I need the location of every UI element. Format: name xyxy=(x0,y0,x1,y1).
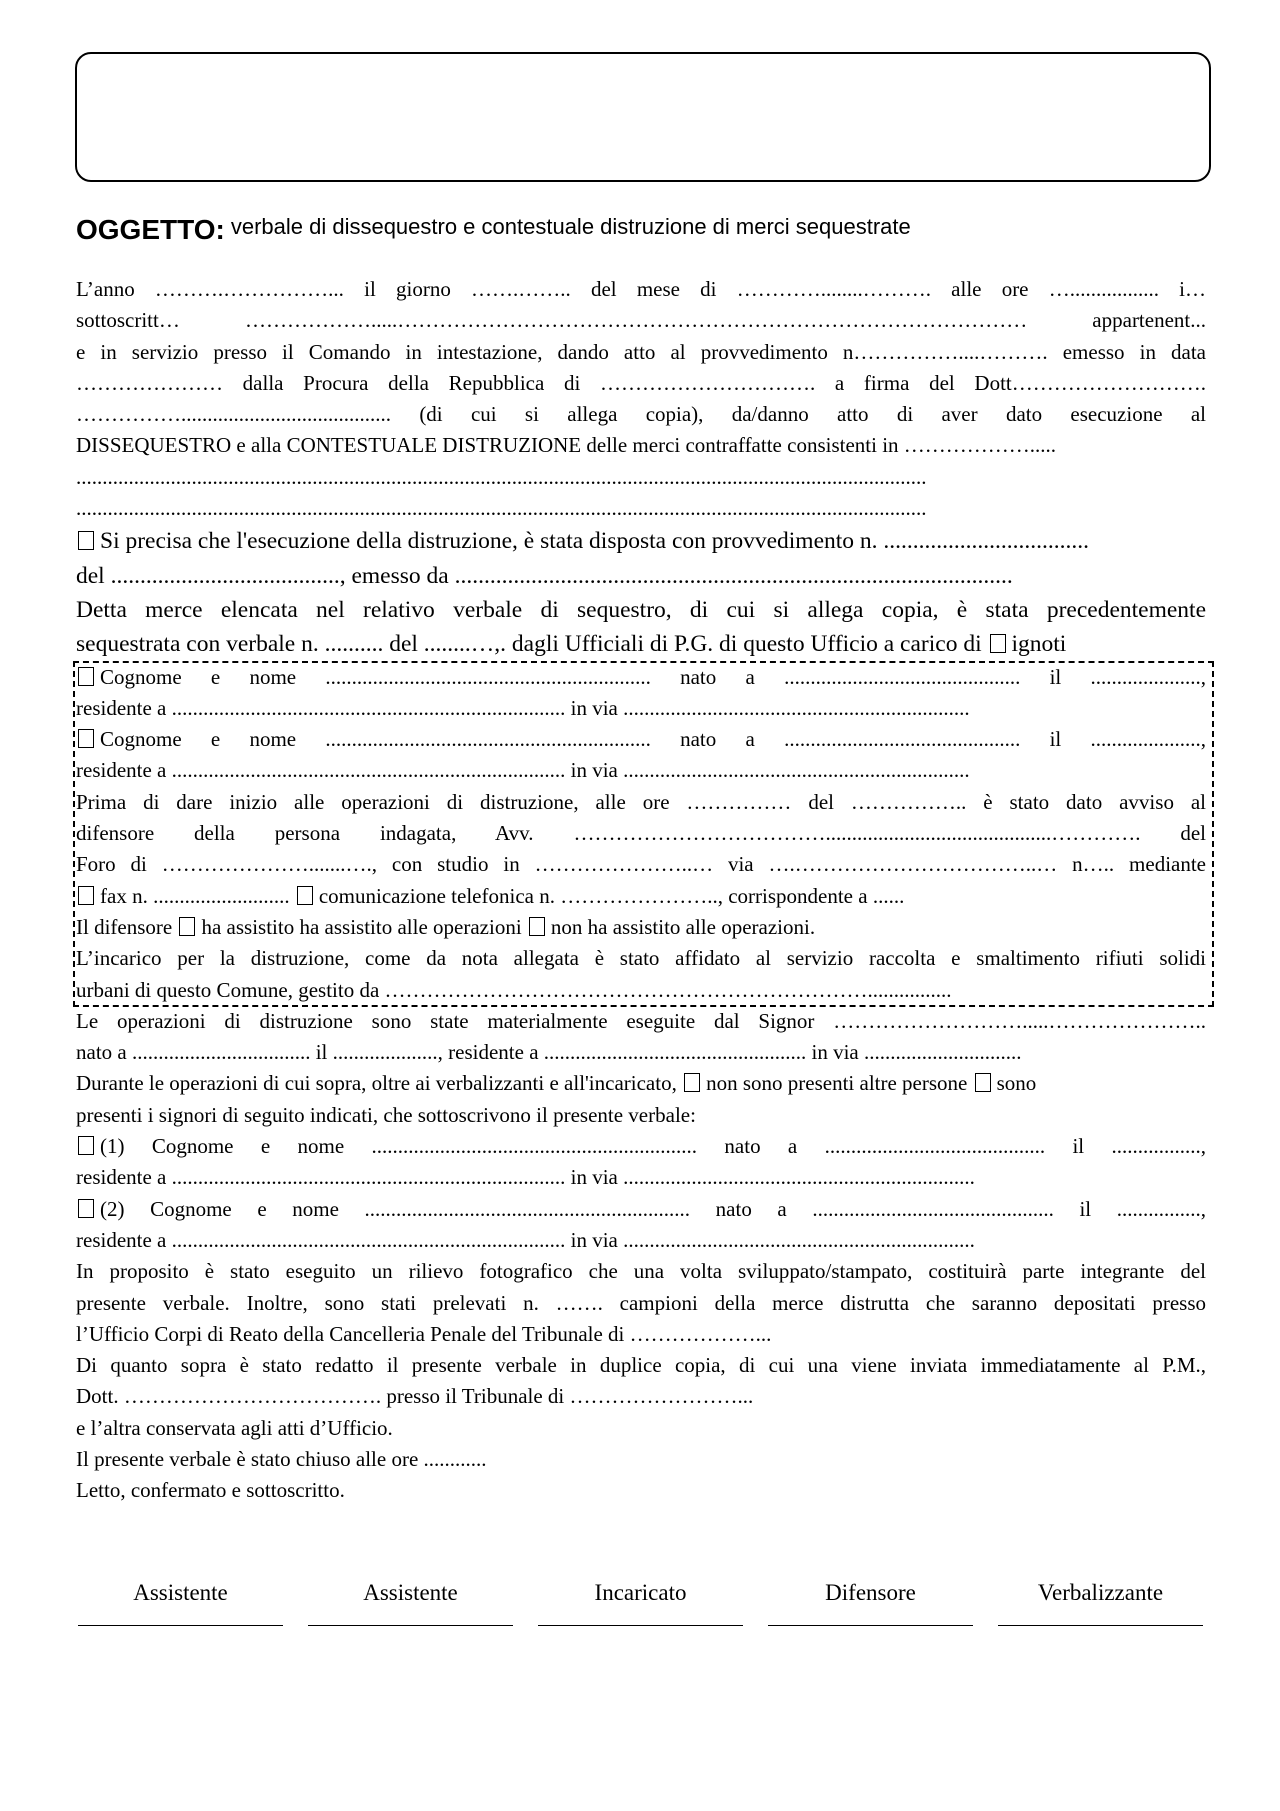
subject xyxy=(76,214,1216,246)
text-line: l’Ufficio Corpi di Reato della Cancelleria Penale del Tribunale di ………………... xyxy=(76,1321,772,1346)
checkbox-telefono[interactable] xyxy=(297,886,313,905)
text-line: Letto, confermato e sottoscritto. xyxy=(76,1478,345,1503)
signature-line xyxy=(998,1625,1203,1626)
text-line: Le operazioni di distruzione sono state materialmente eseguite dal Signor ……………………….....………………….. xyxy=(76,1008,1206,1033)
text-line: ………………… dalla Procura della Repubblica di …………………………. a firma del Dott………………………. xyxy=(76,370,1206,395)
text-line: Dott. ………………………………. presso il Tribunale di ……………………... xyxy=(76,1384,754,1409)
text-line: DISSEQUESTRO e alla CONTESTUALE DISTRUZIONE delle merci contraffatte consistenti in ………………..... xyxy=(76,433,1057,458)
text-line: presenti i signori di seguito indicati, che sottoscrivono il presente verbale: xyxy=(76,1102,696,1127)
text-line: del ......................................., emesso da ............................................................................................... xyxy=(76,562,1013,589)
checkbox[interactable] xyxy=(684,1073,700,1092)
text-line: Cognome e nome .............................................................. nato a ............................................. il ....................., xyxy=(76,724,1206,755)
text-line: residente a ........................................................................... in via .................................................................. xyxy=(76,695,970,720)
signature-line xyxy=(78,1625,283,1626)
header-box xyxy=(75,52,1211,182)
text-line: .................................................................................................................................................................. xyxy=(76,496,927,521)
checkbox-assistito[interactable] xyxy=(179,917,195,936)
text-line: Il difensore ha assistito ha assistito alle operazioni non ha assistito alle operazioni. xyxy=(76,914,816,939)
subject-text: verbale di dissequestro e contestuale distruzione di merci sequestrate xyxy=(230,214,911,239)
text-line: In proposito è stato eseguito un rilievo fotografico che una volta sviluppato/stampato, costituirà parte integrante del xyxy=(76,1259,1206,1284)
checkbox[interactable] xyxy=(975,1073,991,1092)
text-line: .................................................................................................................................................................. xyxy=(76,464,927,489)
signature-line xyxy=(308,1625,513,1626)
text-line: fax n. .......................... comunicazione telefonica n. ………………….., corrispondente a ...... xyxy=(76,881,1206,912)
text-line: L’anno ……….……………... il giorno …….…….. del mese di …………........………. alle ore …................. i… xyxy=(76,277,1206,301)
checkbox[interactable] xyxy=(78,667,94,686)
checkbox[interactable] xyxy=(78,1136,94,1155)
text-line: Detta merce elencata nel relativo verbale di sequestro, di cui si allega copia, è stata precedentemente xyxy=(76,596,1206,623)
signature-line xyxy=(538,1625,743,1626)
text-line: (1) Cognome e nome .............................................................. nato a .......................................... il ................., xyxy=(76,1131,1206,1162)
text-line: e l’altra conservata agli atti d’Ufficio. xyxy=(76,1415,393,1440)
text-line: Cognome e nome .............................................................. nato a ............................................. il ....................., xyxy=(76,662,1206,693)
signature-difensore: Difensore xyxy=(768,1577,973,1626)
text-line: Si precisa che l'esecuzione della distruzione, è stata disposta con provvedimento n. ................................... xyxy=(76,524,1206,558)
text-line: L’incarico per la distruzione, come da nota allegata è stato affidato al servizio raccolta e smaltimento rifiuti solidi xyxy=(76,946,1206,971)
signature-assistente-1: Assistente xyxy=(78,1577,283,1626)
text-line: residente a ........................................................................... in via ................................................................... xyxy=(76,1165,975,1190)
text-line: Il presente verbale è stato chiuso alle ore ............ xyxy=(76,1446,487,1471)
checkbox[interactable] xyxy=(78,531,94,550)
text-line: difensore della persona indagata, Avv. ………………………………...........................................…………. del xyxy=(76,821,1206,846)
text-line: Foro di ………………….......…., con studio in …………………..… via ….……………………………..… n….. mediante xyxy=(76,852,1206,877)
text-line: urbani di questo Comune, gestito da ……………………………………………………………................ xyxy=(76,977,952,1002)
text-line: ……………........................................ (di cui si allega copia), da/danno atto di aver dato esecuzione al xyxy=(76,402,1206,427)
text-line: Di quanto sopra è stato redatto il presente verbale in duplice copia, di cui una viene inviata immediatamente al P.M., xyxy=(76,1353,1206,1378)
checkbox[interactable] xyxy=(78,729,94,748)
text-line: presente verbale. Inoltre, sono stati prelevati n. ……. campioni della merce distrutta che saranno depositati presso xyxy=(76,1290,1206,1315)
signature-incaricato: Incaricato xyxy=(538,1577,743,1626)
text-line: Prima di dare inizio alle operazioni di distruzione, alle ore …………… del …………….. è stato dato avviso al xyxy=(76,789,1206,814)
signature-block xyxy=(78,1577,1208,1647)
text-line: Durante le operazioni di cui sopra, oltre ai verbalizzanti e all'incaricato, non sono presenti altre persone sono xyxy=(76,1071,1037,1096)
checkbox-ignoti[interactable] xyxy=(990,634,1006,653)
signature-verbalizzante: Verbalizzante xyxy=(998,1577,1203,1626)
checkbox-fax[interactable] xyxy=(78,886,94,905)
text-line: residente a ........................................................................... in via ................................................................... xyxy=(76,1227,975,1252)
signature-line xyxy=(768,1625,973,1626)
text-line: sottoscritt… ……………….....……………………………………………………………………………… appartenent... xyxy=(76,308,1206,333)
document-body xyxy=(76,274,1206,1507)
checkbox[interactable] xyxy=(78,1199,94,1218)
subject-label: OGGETTO: xyxy=(76,214,225,245)
text-line: e in servizio presso il Comando in intestazione, dando atto al provvedimento n……………....………. emesso in data xyxy=(76,339,1206,364)
text-line: (2) Cognome e nome .............................................................. nato a .............................................. il ................, xyxy=(76,1194,1206,1225)
text-line: sequestrata con verbale n. .......... del ........…,. dagli Ufficiali di P.G. di questo Ufficio a carico di ignoti xyxy=(76,631,1067,658)
text-line: residente a ........................................................................... in via .................................................................. xyxy=(76,758,970,783)
text-line: nato a .................................. il ...................., residente a .................................................. in via .............................. xyxy=(76,1040,1022,1065)
signature-assistente-2: Assistente xyxy=(308,1577,513,1626)
checkbox-non-assistito[interactable] xyxy=(529,917,545,936)
